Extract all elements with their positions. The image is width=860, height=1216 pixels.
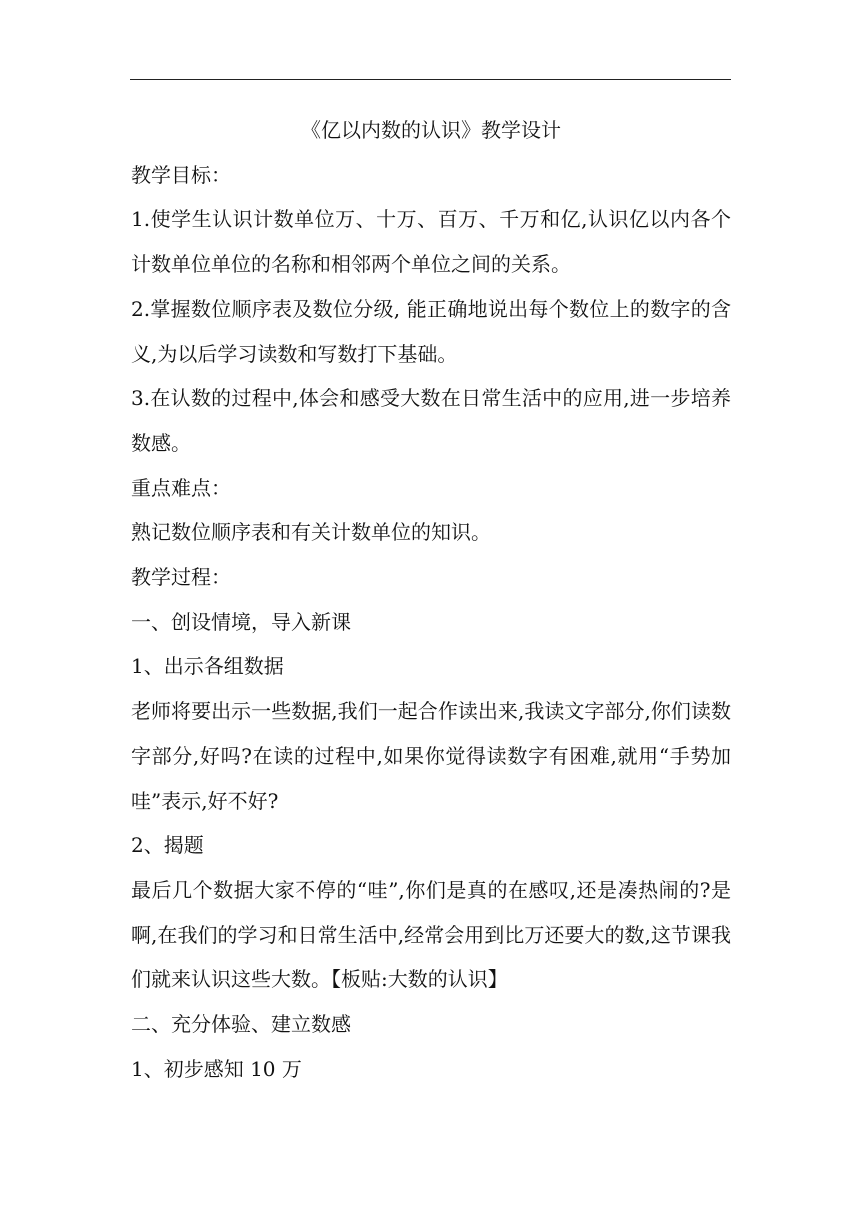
section-heading-objectives: 教学目标： xyxy=(131,162,231,187)
step-heading-1: 1、出示各组数据 xyxy=(131,654,284,679)
part-heading-1: 一、创设情境，导入新课 xyxy=(131,609,351,634)
part-heading-2: 二、充分体验、建立数感 xyxy=(131,1012,351,1037)
objective-1: 1.使学生认识计数单位万、十万、百万、千万和亿,认识亿以内各个计数单位单位的名称和相邻两个单位之间的关系。 xyxy=(131,207,731,277)
objective-2: 2.掌握数位顺序表及数位分级, 能正确地说出每个数位上的数字的含义,为以后学习读数和写数打下基础。 xyxy=(131,296,731,366)
document-body xyxy=(131,108,731,1091)
step-2-text: 最后几个数据大家不停的“哇”,你们是真的在感叹,还是凑热闹的?是啊,在我们的学习和日常生活中,经常会用到比万还要大的数,这节课我们就来认识这些大数。【板贴:大数的认识】 xyxy=(131,877,731,992)
section-heading-process: 教学过程： xyxy=(131,565,231,590)
step-heading-2-1: 1、初步感知 10 万 xyxy=(131,1056,302,1081)
objective-3: 3.在认数的过程中,体会和感受大数在日常生活中的应用,进一步培养数感。 xyxy=(131,386,731,455)
step-heading-2: 2、揭题 xyxy=(131,833,204,858)
key-points-text: 熟记数位顺序表和有关计数单位的知识。 xyxy=(131,520,491,545)
document-title: 《亿以内数的认识》教学设计 xyxy=(301,118,561,142)
step-1-text: 老师将要出示一些数据,我们一起合作读出来,我读文字部分,你们读数字部分,好吗?在读的过程中,如果你觉得读数字有困难,就用“手势加哇”表示,好不好? xyxy=(131,699,731,813)
header-rule xyxy=(130,79,731,80)
section-heading-key-points: 重点难点： xyxy=(131,475,231,500)
